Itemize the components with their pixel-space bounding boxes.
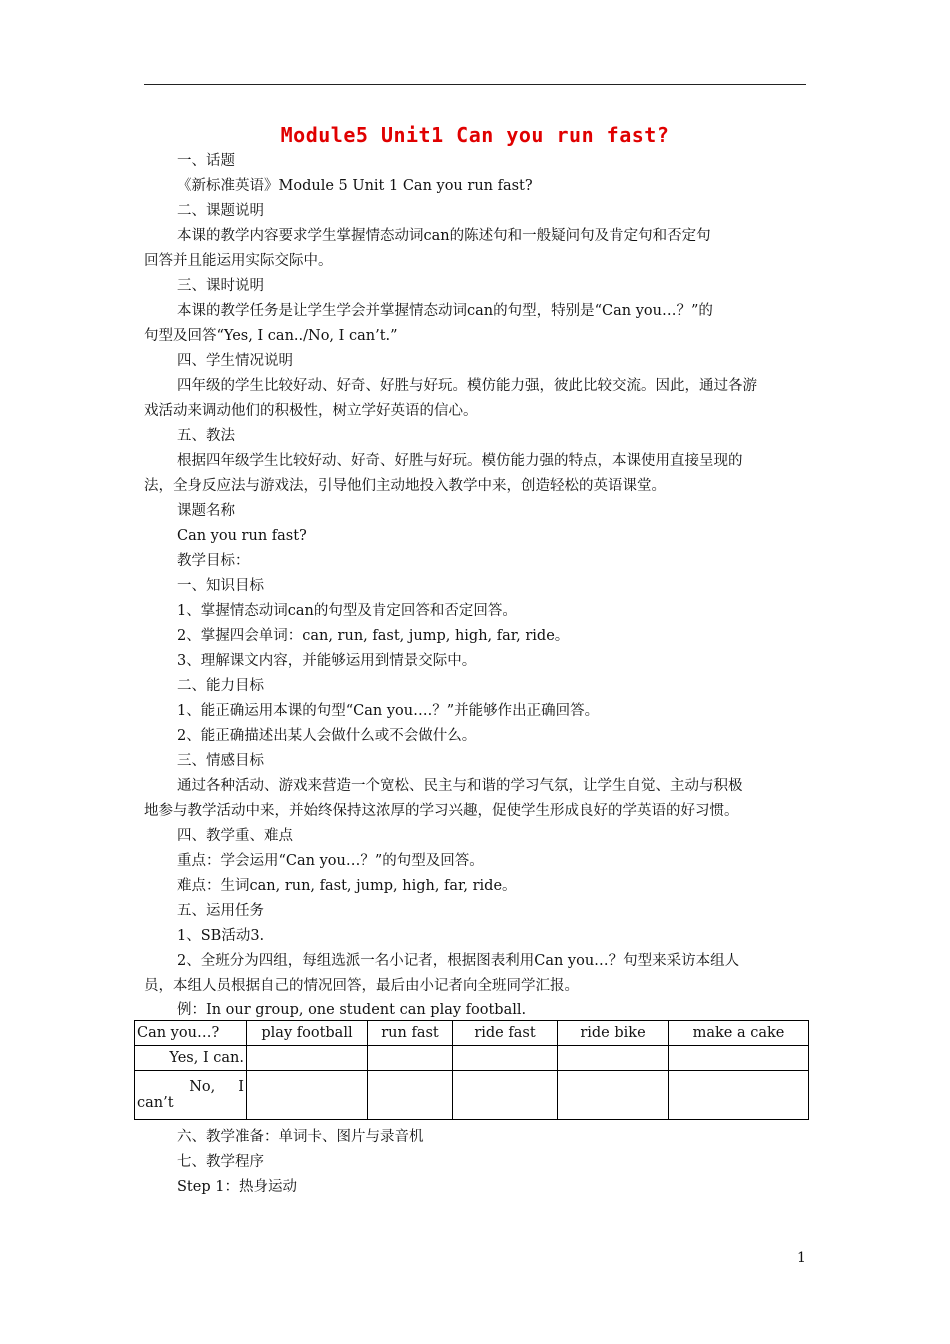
paragraph-line: 法，全身反应法与游戏法，引导他们主动地投入教学中来，创造轻松的英语课堂。 (144, 478, 666, 494)
paragraph-line: 地参与教学活动中来，并始终保持这浓厚的学习兴趣，促使学生形成良好的学英语的好习惯。 (144, 803, 739, 819)
section-heading: 课题名称 (177, 503, 235, 519)
table-cell (453, 1071, 558, 1120)
list-item: 2、掌握四会单词：can, run, fast, jump, high, far, ride。 (177, 628, 570, 644)
text-line: 难点：生词can, run, fast, jump, high, far, ride。 (177, 878, 517, 894)
text-line: 《新标准英语》Module 5 Unit 1 Can you run fast? (177, 178, 533, 194)
section-heading: 一、话题 (177, 153, 235, 169)
text-line: Can you run fast? (177, 528, 307, 544)
example-line: 例：In our group, one student can play football. (177, 1002, 527, 1018)
section-heading: 一、知识目标 (177, 578, 264, 594)
section-heading: 教学目标： (177, 553, 250, 569)
paragraph-line: 根据四年级学生比较好动、好奇、好胜与好玩。模仿能力强的特点，本课使用直接呈现的 (177, 453, 743, 469)
document-title: Module5 Unit1 Can you run fast? (280, 123, 670, 147)
table-cell (669, 1046, 809, 1071)
paragraph-line: 员，本组人员根据自己的情况回答，最后由小记者向全班同学汇报。 (144, 978, 579, 994)
section-heading: 二、课题说明 (177, 203, 264, 219)
list-item: 3、理解课文内容，并能够运用到情景交际中。 (177, 653, 477, 669)
paragraph-line: 戏活动来调动他们的积极性，树立学好英语的信心。 (144, 403, 478, 419)
paragraph-line: 四年级的学生比较好动、好奇、好胜与好玩。模仿能力强，彼此比较交流。因此，通过各游 (177, 378, 757, 394)
section-heading: 五、教法 (177, 428, 235, 444)
table-cell: make a cake (669, 1021, 809, 1046)
section-heading: 三、情感目标 (177, 753, 264, 769)
page-number: 1 (797, 1250, 806, 1266)
section-heading: 六、教学准备：单词卡、图片与录音机 (177, 1129, 424, 1145)
paragraph-line: 通过各种活动、游戏来营造一个宽松、民主与和谐的学习气氛，让学生自觉、主动与积极 (177, 778, 743, 794)
table-cell (558, 1046, 669, 1071)
table-cell (453, 1046, 558, 1071)
table-cell: Can you…? (135, 1021, 247, 1046)
paragraph-line: 2、全班分为四组，每组选派一名小记者，根据图表利用Can you…？句型来采访本组人 (177, 953, 740, 969)
paragraph-line: 本课的教学内容要求学生掌握情态动词can的陈述句和一般疑问句及肯定句和否定句 (177, 228, 711, 244)
table-cell: ride bike (558, 1021, 669, 1046)
table-header-row (135, 1021, 809, 1046)
list-item: 1、SB活动3. (177, 928, 265, 944)
table-cell: ride fast (453, 1021, 558, 1046)
header-rule (144, 84, 806, 85)
table-cell (247, 1071, 368, 1120)
table-cell (368, 1071, 453, 1120)
table-row (135, 1046, 809, 1071)
survey-table (134, 1020, 809, 1120)
section-heading: 七、教学程序 (177, 1154, 264, 1170)
table-cell (247, 1046, 368, 1071)
section-heading: 五、运用任务 (177, 903, 264, 919)
section-heading: 四、学生情况说明 (177, 353, 293, 369)
paragraph-line: 回答并且能运用实际交际中。 (144, 253, 333, 269)
cell-line: No, I (189, 1079, 244, 1095)
paragraph-line: 句型及回答“Yes, I can../No, I can’t.” (144, 328, 398, 344)
table-cell: run fast (368, 1021, 453, 1046)
table-cell (135, 1071, 247, 1120)
table-cell (558, 1071, 669, 1120)
section-heading: 四、教学重、难点 (177, 828, 293, 844)
table-cell (368, 1046, 453, 1071)
table-cell (669, 1071, 809, 1120)
section-heading: 三、课时说明 (177, 278, 264, 294)
list-item: 1、掌握情态动词can的句型及肯定回答和否定回答。 (177, 603, 517, 619)
list-item: 2、能正确描述出某人会做什么或不会做什么。 (177, 728, 477, 744)
section-heading: 二、能力目标 (177, 678, 264, 694)
text-line: Step 1：热身运动 (177, 1179, 297, 1195)
table-cell: Yes, I can. (135, 1046, 247, 1071)
table-cell: play football (247, 1021, 368, 1046)
paragraph-line: 本课的教学任务是让学生学会并掌握情态动词can的句型，特别是“Can you…？”的 (177, 303, 713, 319)
list-item: 1、能正确运用本课的句型“Can you….？”并能够作出正确回答。 (177, 703, 600, 719)
cell-line: can’t (137, 1095, 174, 1111)
table-row (135, 1071, 809, 1120)
text-line: 重点：学会运用“Can you…？”的句型及回答。 (177, 853, 484, 869)
